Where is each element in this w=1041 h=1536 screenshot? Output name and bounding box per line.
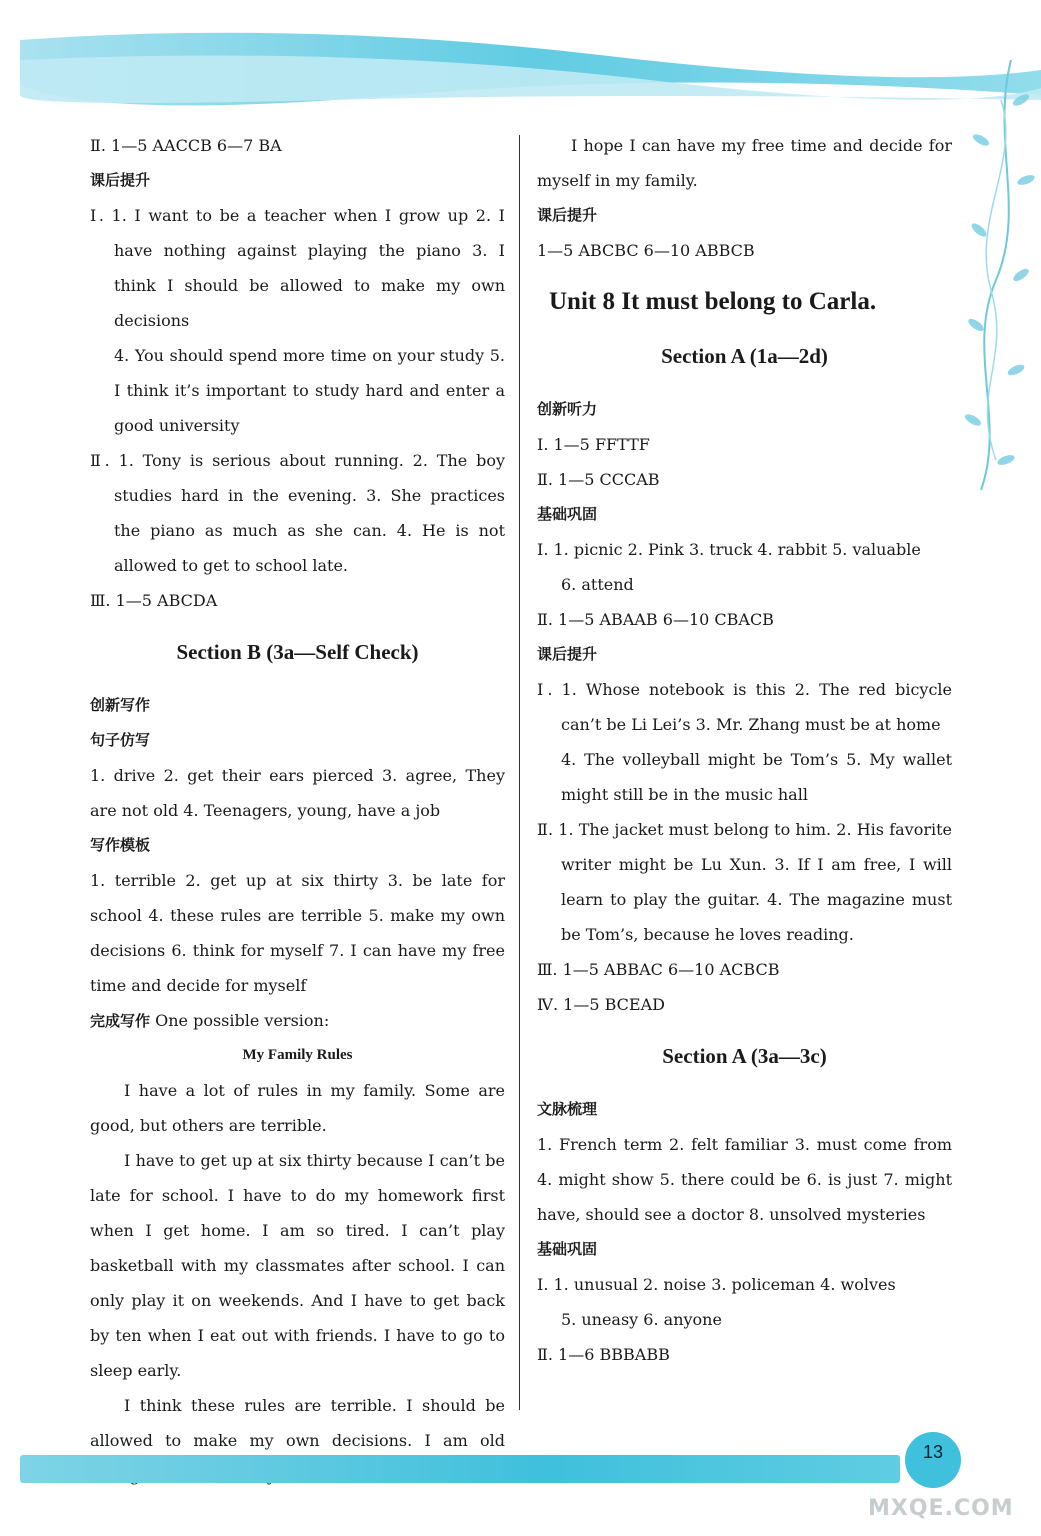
section-heading: 课后提升 <box>537 206 598 224</box>
answer-line: Ⅳ. 1—5 BCEAD <box>537 995 665 1014</box>
essay-paragraph: I have a lot of rules in my family. Some are good, but others are terrible. <box>90 1081 505 1135</box>
section-title: Section A (1a—2d) <box>661 344 828 368</box>
answer-line: Ⅲ. 1—5 ABBAC 6—10 ACBCB <box>537 960 780 979</box>
section-heading: 课后提升 <box>537 645 598 663</box>
watermark-text: MXQE.COM <box>868 1496 1014 1521</box>
answer-line: Ⅱ. 1—5 CCCAB <box>537 470 660 489</box>
answer-line: 5. uneasy 6. anyone <box>561 1310 722 1329</box>
bottom-decorative-band <box>20 1455 900 1483</box>
answer-line: 6. attend <box>561 575 634 594</box>
writing-heading-line <box>90 1003 505 1038</box>
section-heading: 创新听力 <box>537 400 598 418</box>
section-title: Section A (3a—3c) <box>662 1044 827 1068</box>
unit-title: Unit 8 It must belong to Carla. <box>549 288 877 315</box>
section-heading: 写作模板 <box>90 836 151 854</box>
section-heading: 句子仿写 <box>90 731 151 749</box>
answer-paragraph: 4. You should spend more time on your study 5. I think it’s important to study hard and enter a good university <box>114 346 505 435</box>
essay-paragraph: I hope I can have my free time and decide for myself in my family. <box>537 136 952 190</box>
section-title: Section B (3a—Self Check) <box>176 640 419 664</box>
answer-line: Ⅰ. 1—5 FFTTF <box>537 435 650 454</box>
answer-line: Ⅱ. 1—5 ABAAB 6—10 CBACB <box>537 610 774 629</box>
answer-paragraph: Ⅰ. 1. I want to be a teacher when I grow up 2. I have nothing against playing the piano 3. I think I should be allowed to make my own decisions <box>90 206 505 330</box>
column-divider <box>519 135 520 1410</box>
left-column <box>90 128 505 1493</box>
section-heading: 完成写作 <box>90 1012 151 1030</box>
section-heading: 创新写作 <box>90 696 151 714</box>
answer-line: Ⅱ. 1—6 BBBABB <box>537 1345 670 1364</box>
section-heading: 文脉梳理 <box>537 1100 598 1118</box>
answer-line: Ⅱ. 1—5 AACCB 6—7 BA <box>90 136 282 155</box>
vine-decoration <box>951 60 1041 500</box>
answer-paragraph: Ⅰ. 1. Whose notebook is this 2. The red bicycle can’t be Li Lei’s 3. Mr. Zhang must be at home <box>537 680 952 734</box>
answer-line: Ⅰ. 1. unusual 2. noise 3. policeman 4. wolves <box>537 1275 896 1294</box>
answer-paragraph: 1. terrible 2. get up at six thirty 3. be late for school 4. these rules are terrible 5. make my own decisions 6. think for myself 7. I can have my free time and decide for myself <box>90 871 505 995</box>
answer-line: Ⅲ. 1—5 ABCDA <box>90 591 218 610</box>
version-note: One possible version: <box>155 1011 330 1030</box>
page-number: 13 <box>905 1432 961 1488</box>
section-heading: 课后提升 <box>90 171 151 189</box>
answer-paragraph: 1. French term 2. felt familiar 3. must come from 4. might show 5. there could be 6. is just 7. might have, should see a doctor 8. unsolved mysteries <box>537 1135 952 1224</box>
section-heading: 基础巩固 <box>537 1240 598 1258</box>
section-heading: 基础巩固 <box>537 505 598 523</box>
right-column <box>537 128 952 1372</box>
top-decorative-band <box>0 0 1041 110</box>
answer-paragraph: Ⅱ. 1. The jacket must belong to him. 2. His favorite writer might be Lu Xun. 3. If I am free, I will learn to play the guitar. 4. The magazine must be Tom’s, because he loves reading. <box>537 820 952 944</box>
answer-paragraph: 4. The volleyball might be Tom’s 5. My wallet might still be in the music hall <box>561 750 952 804</box>
answer-paragraph: Ⅱ. 1. Tony is serious about running. 2. The boy studies hard in the evening. 3. She practices the piano as much as she can. 4. He is not allowed to get to school late. <box>90 451 505 575</box>
answer-line: 1—5 ABCBC 6—10 ABBCB <box>537 241 755 260</box>
essay-paragraph: I have to get up at six thirty because I can’t be late for school. I have to do my homework first when I get home. I am so tired. I can’t play basketball with my classmates after school. I can only play it on weekends. And I have to get back by ten when I eat out with friends. I have to go to sleep early. <box>90 1151 505 1380</box>
answer-line: Ⅰ. 1. picnic 2. Pink 3. truck 4. rabbit 5. valuable <box>537 540 921 559</box>
essay-paragraph: I think these rules are terrible. I should be allowed to make my own decisions. I am old <box>90 1396 505 1450</box>
essay-title: My Family Rules <box>242 1047 353 1063</box>
watermark-logo <box>860 1440 1030 1530</box>
answer-paragraph: 1. drive 2. get their ears pierced 3. agree, They are not old 4. Teenagers, young, have a job <box>90 766 505 820</box>
